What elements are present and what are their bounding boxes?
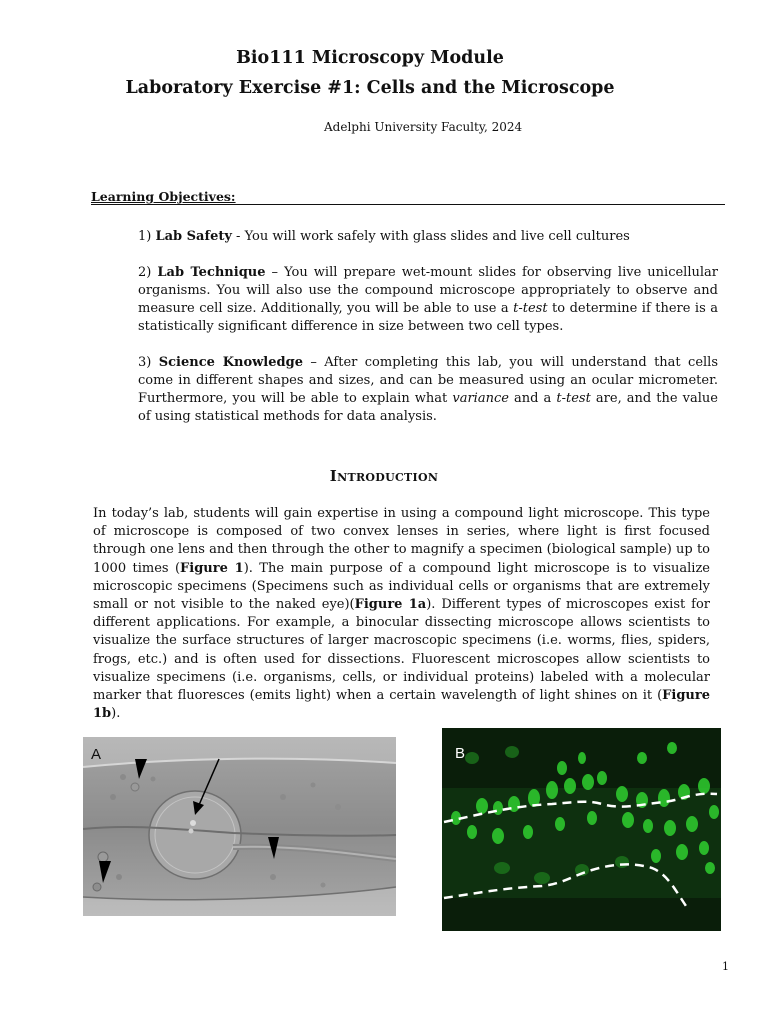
intro-text: In today’s lab, students will gain expertise in using a compound light microscope. This type of microscope is composed of two convex lenses in series, where light is first focused through one lens and then through the other to magnify a specimen (biological sample) up to 1000 times ( — [93, 506, 710, 576]
objective-2 — [138, 264, 718, 336]
introduction-paragraph — [93, 505, 710, 723]
figure-a-label: A — [91, 746, 102, 763]
learning-objectives-heading: Learning Objectives: — [91, 190, 725, 205]
objective-text: are, and the value of using statistical methods for data analysis. — [138, 391, 719, 424]
figure-a-image — [83, 737, 396, 916]
objective-text: – After completing this lab, you will understand that cells come in different shapes and sizes, and can be measured using an ocular micrometer. Furthermore, you will be able to explain what — [138, 355, 719, 406]
author-line: Adelphi University Faculty, 2024 — [324, 120, 523, 134]
objective-label: Science Knowledge — [158, 355, 303, 370]
figure-b-label: B — [455, 745, 466, 762]
figure-reference: Figure 1a — [354, 597, 427, 613]
objective-label: Lab Safety — [155, 229, 232, 244]
objective-3 — [138, 354, 718, 426]
objective-text: to determine if there is a statistically significant difference in size between two cell types. — [138, 301, 718, 334]
intro-text: ). Different types of microscopes exist for different applications. For example, a binocular dissecting microscope allows scientists to visualize the surface structures of larger macroscopic specimens (i.e. worms, flies, spiders, frogs, etc.) and is often used for dissections. Fluorescent microscopes allow scientists to visualize specimens (i.e. organisms, cells, or individual proteins) labeled with a molecular marker that fluoresces (emits light) when a certain wavelength of light shines on it ( — [93, 597, 710, 704]
objective-text: - You will work safely with glass slides and live cell cultures — [231, 229, 630, 244]
objective-number: 2) — [138, 265, 152, 280]
objective-number: 3) — [138, 355, 152, 370]
objective-italic-term: t-test — [513, 301, 548, 316]
figure-b-micrograph — [442, 728, 721, 931]
document-subtitle: Laboratory Exercise #1: Cells and the Microscope — [125, 78, 615, 98]
figure-a-micrograph — [83, 737, 396, 916]
introduction-heading: Introduction — [329, 467, 439, 485]
objective-text: – You will prepare wet-mount slides for observing live unicellular organisms. You will also use the compound microscope appropriately to observe and measure cell size. Additionally, you will be able to use a — [138, 265, 718, 316]
figure-b-image — [442, 728, 721, 931]
document-title: Bio111 Microscopy Module — [236, 48, 504, 68]
objective-italic-term: t-test — [556, 391, 591, 406]
objective-number: 1) — [138, 229, 152, 244]
objective-1 — [138, 228, 718, 246]
intro-text: ). — [111, 706, 121, 722]
objective-label: Lab Technique — [157, 265, 266, 280]
objective-italic-term: variance — [452, 391, 509, 406]
objective-text: and a — [508, 391, 557, 406]
intro-text: ). The main purpose of a compound light microscope is to visualize microscopic specimens (Specimens such as individual cells or organisms that are extremely small or not visible to the naked eye)( — [93, 560, 710, 613]
figure-reference: Figure 1b — [93, 688, 710, 722]
page-number: 1 — [722, 960, 729, 973]
figure-reference: Figure 1 — [180, 560, 244, 576]
